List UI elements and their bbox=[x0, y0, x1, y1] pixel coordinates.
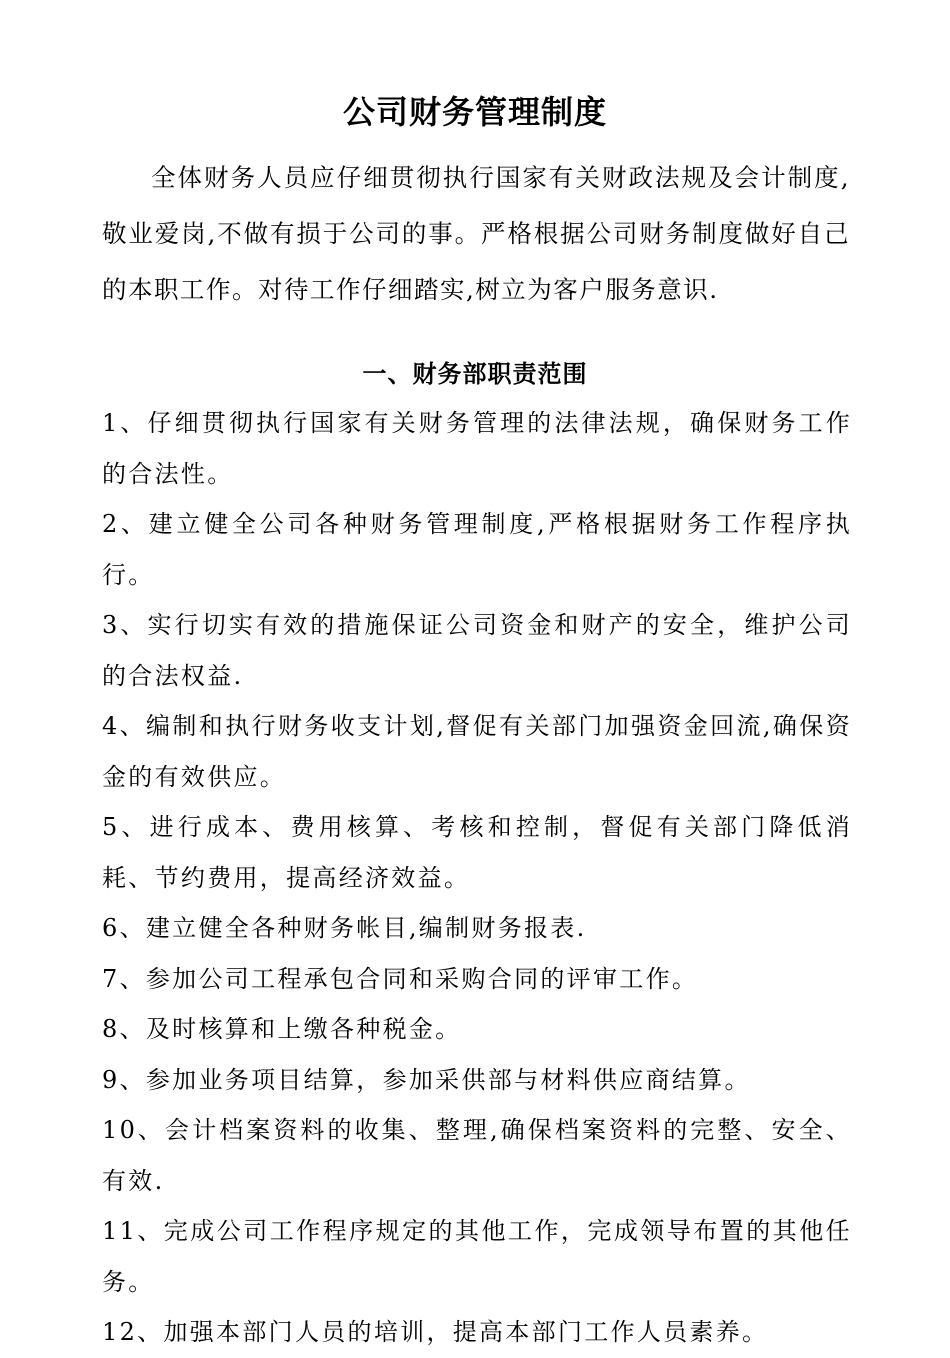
section-heading: 一、财务部职责范围 bbox=[362, 360, 588, 388]
duty-item-9: 9、参加业务项目结算，参加采供部与材料供应商结算。 bbox=[102, 1065, 751, 1094]
document-title: 公司财务管理制度 bbox=[342, 93, 607, 131]
duty-item-8: 8、及时核算和上缴各种税金。 bbox=[102, 1015, 462, 1043]
duty-item-3: 3、实行切实有效的措施保证公司资金和财产的安全，维护公司的合法权益. bbox=[102, 611, 852, 690]
duty-item-4: 4、编制和执行财务收支计划,督促有关部门加强资金回流,确保资金的有效供应。 bbox=[102, 712, 852, 791]
duty-item-2: 2、建立健全公司各种财务管理制度,严格根据财务工作程序执行。 bbox=[102, 510, 852, 589]
duty-item-7: 7、参加公司工程承包合同和采购合同的评审工作。 bbox=[102, 964, 699, 993]
duties-list bbox=[102, 398, 852, 1358]
duty-item-10: 10、会计档案资料的收集、整理,确保档案资料的完整、安全、有效. bbox=[102, 1116, 852, 1195]
duty-item-11: 11、完成公司工作程序规定的其他工作，完成领导布置的其他任务。 bbox=[102, 1217, 852, 1296]
duty-item-6: 6、建立健全各种财务帐目,编制财务报表. bbox=[102, 914, 587, 942]
intro-paragraph: 全体财务人员应仔细贯彻执行国家有关财政法规及会计制度,敬业爱岗,不做有损于公司的事。严格根据公司财务制度做好自己的本职工作。对待工作仔细踏实,树立为客户服务意识. bbox=[102, 163, 850, 304]
duty-item-1: 1、仔细贯彻执行国家有关财务管理的法律法规，确保财务工作的合法性。 bbox=[102, 409, 852, 488]
duty-item-5: 5、进行成本、费用核算、考核和控制，督促有关部门降低消耗、节约费用，提高经济效益。 bbox=[102, 813, 852, 892]
duty-item-12: 12、加强本部门人员的培训，提高本部门工作人员素养。 bbox=[102, 1318, 769, 1346]
